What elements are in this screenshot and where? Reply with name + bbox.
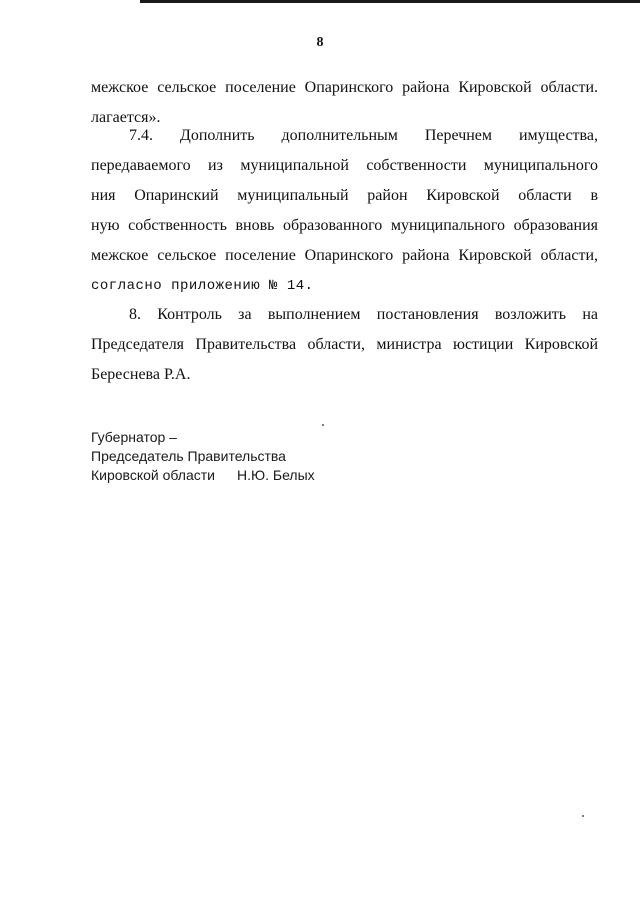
paragraph-line: Береснева Р.А.	[91, 366, 191, 383]
signatory-name: Н.Ю. Белых	[236, 467, 315, 483]
section-7-4-paragraph	[91, 121, 598, 301]
signatory-title-line	[91, 466, 315, 485]
paragraph-line: Председателя Правительства области, министра юстиции Кировской	[91, 336, 598, 353]
page-number: 8	[316, 35, 324, 50]
paragraph-line: ния Опаринский муниципальный район Кировской области в	[91, 187, 598, 204]
paragraph-line: межское сельское поселение Опаринского района Кировской области,	[91, 247, 598, 264]
scan-speck	[322, 424, 324, 426]
paragraph-line: 8. Контроль за выполнением постановления возложить на	[129, 306, 598, 323]
paragraph-line: ную собственность вновь образованного муниципального образования	[91, 217, 598, 234]
signatory-title: Губернатор –	[91, 429, 177, 445]
section-8-paragraph	[91, 300, 598, 390]
paragraph-line: передаваемого из муниципальной собственности муниципального	[91, 157, 598, 174]
top-border-line	[140, 0, 640, 3]
signature-block	[91, 428, 315, 485]
paragraph-line: 7.4. Дополнить дополнительным Перечнем имущества,	[129, 127, 598, 144]
signatory-title: Председатель Правительства	[91, 448, 286, 464]
typed-appendix-reference: согласно приложению № 14.	[91, 278, 314, 294]
paragraph-line: лагается».	[91, 109, 161, 126]
signatory-region: Кировской области	[91, 467, 215, 483]
scan-speck	[582, 815, 584, 817]
paragraph-line: межское сельское поселение Опаринского района Кировской области.	[91, 79, 598, 96]
